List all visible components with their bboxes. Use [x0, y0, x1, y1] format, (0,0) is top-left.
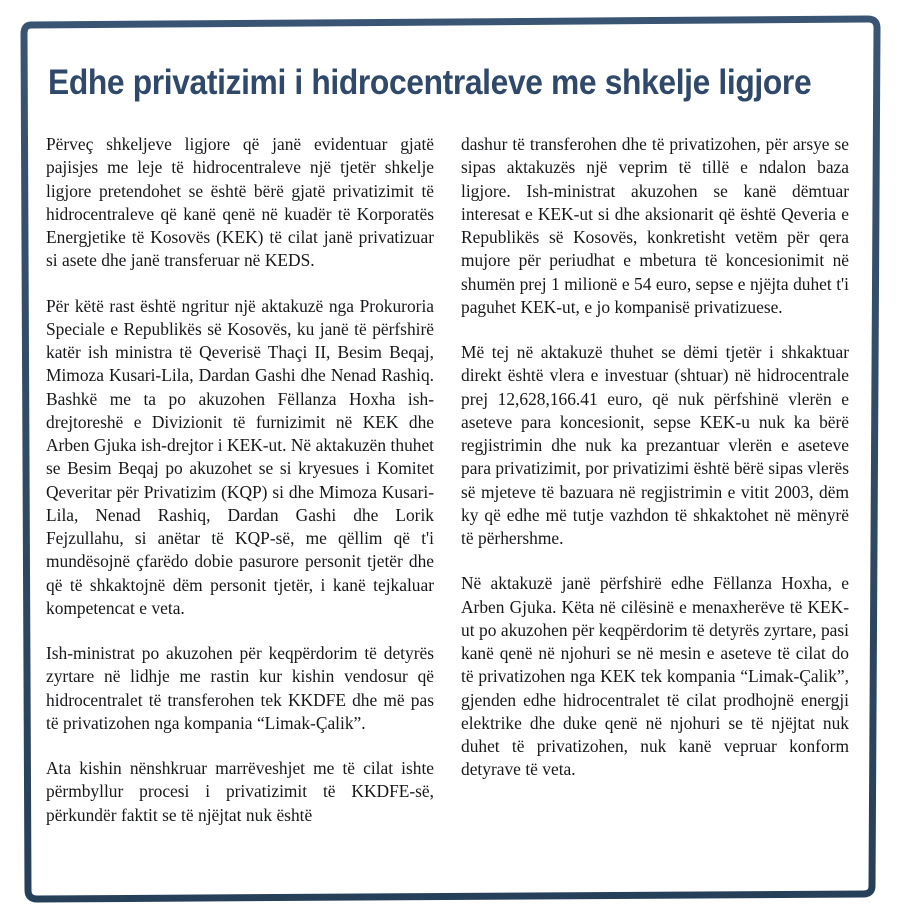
paragraph: Më tej në aktakuzë thuhet se dëmi tjetër i shkaktuar direkt është vlera e investuar (shtuar) në hidrocentrale prej 12,628,166.41 euro, që nuk përfshinë vlerën e aseteve para koncesionit, sepse KEK-u nuk ka bërë regjistrimin dhe nuk ka prezantuar vlerën e aseteve para privatizimit, por privatizimi është bërë sipas vlerës së mjeteve të bazuara në regjistrimin e vitit 2003, dëm ky që edhe më tutje vazhdon të shkaktohet në mënyrë të përhershme.: [461, 342, 849, 548]
paragraph: dashur të transferohen dhe të privatizohen, për arsye se sipas aktakuzës një veprim të tillë e ndalon baza ligjore. Ish-ministrat akuzohen se kanë dëmtuar interesat e KEK-ut si dhe aksionarit që është Qeveria e Republikës së Kosovës, konkretisht vetëm për qera mujore për periudhat e mbetura të koncesionimit në shumën prej 1 milionë e 54 euro, sepse e njëjta duhet t'i paguhet KEK-ut, e jo kompanisë privatizuese.: [461, 134, 849, 317]
article-body: [46, 56, 858, 856]
left-column: [46, 133, 434, 827]
paragraph: Në aktakuzë janë përfshirë edhe Fëllanza Hoxha, e Arben Gjuka. Këta në cilësinë e menaxherëve të KEK-ut po akuzohen për keqpërdorim të detyrës zyrtare, pasi kanë qenë në njohuri se në mesin e aseteve të cilat do të privatizohen nga KEK tek kompania “Limak-Çalik”, gjenden edhe hidrocentralet të cilat prodhojnë energji elektrike dhe duke qenë në njohuri se të njëjtat nuk duhet të privatizohen, nuk kanë vepruar konform detyrave të veta.: [461, 573, 849, 780]
paragraph: Ata kishin nënshkruar marrëveshjet me të cilat ishte përmbyllur procesi i privatizimit të KKDFE-së, përkundër faktit se të njëjtat nuk është: [46, 758, 434, 825]
paragraph: Përveç shkeljeve ligjore që janë evidentuar gjatë pajisjes me leje të hidrocentraleve një tjetër shkelje ligjore pretendohet se është bërë gjatë privatizimit të hidrocentraleve që kanë qenë në kuadër të Korporatës Energjetike të Kosovës (KEK) të cilat janë privatizuar si asete dhe janë transferuar në KEDS.: [46, 134, 434, 271]
page-title: Edhe privatizimi i hidrocentraleve me shkelje ligjore: [48, 62, 812, 102]
right-column: [461, 133, 849, 827]
two-column-layout: [46, 133, 858, 827]
paragraph: Ish-ministrat po akuzohen për keqpërdorim të detyrës zyrtare në lidhje me rastin kur kishin vendosur që hidrocentralet të transferohen tek KKDFE dhe më pas të privatizohen nga kompania “Limak-Çalik”.: [46, 643, 434, 733]
paragraph: Për këtë rast është ngritur një aktakuzë nga Prokuroria Speciale e Republikës së Kosovës, ku janë të përfshirë katër ish ministra të Qeverisë Thaçi II, Besim Beqaj, Mimoza Kusari-Lila, Dardan Gashi dhe Nenad Rashiq. Bashkë me ta po akuzohen Fëllanza Hoxha ish-drejtoreshë e Divizionit të furnizimit në KEK dhe Arben Gjuka ish-drejtor i KEK-ut. Në aktakuzën thuhet se Besim Beqaj po akuzohet se si kryesues i Komitet Qeveritar për Privatizim (KQP) si dhe Mimoza Kusari-Lila, Nenad Rashiq, Dardan Gashi dhe Lorik Fejzullahu, si anëtar të KQP-së, me qëllim që t'i mundësojnë çfarëdo dobie pasurore personit tjetër dhe që të shkaktojnë dëm personit tjetër, i kanë tejkaluar kompetencat e veta.: [46, 295, 435, 618]
